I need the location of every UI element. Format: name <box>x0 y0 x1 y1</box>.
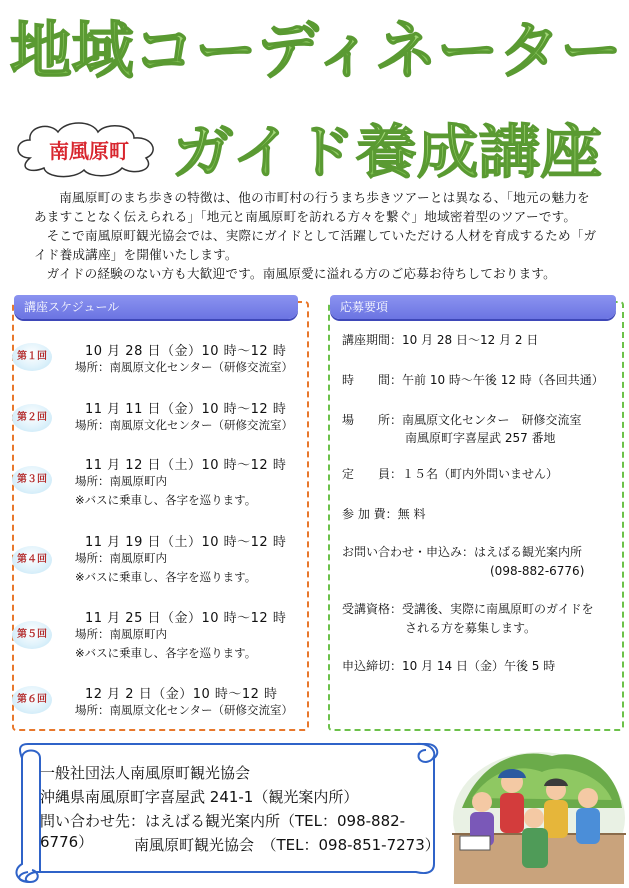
req-qualification-2: される方を募集します。 <box>405 621 537 635</box>
footer-contact-1: 問い合わせ先：はえばる観光案内所（TEL：098-882-6776） <box>40 812 406 851</box>
session-5-place: 場所：南風原町内 <box>75 627 167 641</box>
session-1-date: 10 月 28 日（金）10 時～12 時 <box>85 344 287 359</box>
session-5-note: ※バスに乗車し、各字を巡ります。 <box>75 646 257 660</box>
contact-scroll <box>6 732 446 884</box>
req-contact: お問い合わせ・申込み：はえばる観光案内所 <box>342 545 583 559</box>
footer-organization: 一般社団法人南風原町観光協会 <box>40 764 251 782</box>
intro-paragraph-2: そこで南風原町観光協会では、実際にガイドとして活躍していただける人材を育成するため「ガイド養成講座」を開催いたします。 <box>34 228 597 262</box>
session-2-place: 場所：南風原文化センター（研修交流室） <box>75 418 294 432</box>
session-6-badge: 第６回 <box>12 686 52 714</box>
tour-group-illustration <box>452 738 626 884</box>
requirements-heading: 応募要項 <box>330 295 616 319</box>
session-5-badge: 第５回 <box>12 621 52 649</box>
session-6-date: 12 月 2 日（金）10 時～12 時 <box>85 687 278 702</box>
session-3-badge: 第３回 <box>12 466 52 494</box>
session-1-place: 場所：南風原文化センター（研修交流室） <box>75 360 294 374</box>
session-4-note: ※バスに乗車し、各字を巡ります。 <box>75 570 257 584</box>
subtitle-text: ガイド養成講座 <box>172 118 602 186</box>
req-qualification: 受講資格：受講後、実際に南風原町のガイドを <box>342 602 594 616</box>
req-deadline: 申込締切：10 月 14 日（金）午後 5 時 <box>342 659 556 673</box>
session-2-date: 11 月 11 日（金）10 時～12 時 <box>85 402 287 417</box>
req-capacity: 定 員：１５名（町内外問いません） <box>342 467 559 481</box>
req-contact-phone: (098-882-6776) <box>490 564 585 578</box>
intro-paragraph-3: ガイドの経験のない方も大歓迎です。南風原愛に溢れる方のご応募お待ちしております。 <box>46 266 556 281</box>
session-3-place: 場所：南風原町内 <box>75 474 167 488</box>
req-place-address: 南風原町字喜屋武 257 番地 <box>405 431 556 445</box>
footer-contact-2: 南風原町観光協会 （TEL：098-851-7273） <box>134 836 440 854</box>
session-3-date: 11 月 12 日（土）10 時～12 時 <box>85 458 287 473</box>
intro-paragraph-1: 南風原町のまち歩きの特徴は、他の市町村の行うまち歩きツアーとは異なる、「地元の魅力をあますことなく伝えられる」「地元と南風原町を訪れる方々を繋ぐ」地域密着型のツアーです。 <box>34 190 590 224</box>
req-time: 時 間：午前 10 時～午後 12 時（各回共通） <box>342 373 604 387</box>
req-period: 講座期間：10 月 28 日～12 月 2 日 <box>342 333 539 347</box>
session-4-date: 11 月 19 日（土）10 時～12 時 <box>85 535 287 550</box>
req-fee: 参 加 費：無 料 <box>342 507 426 521</box>
session-3-note: ※バスに乗車し、各字を巡ります。 <box>75 493 257 507</box>
session-4-place: 場所：南風原町内 <box>75 551 167 565</box>
session-6-place: 場所：南風原文化センター（研修交流室） <box>75 703 294 717</box>
session-4-badge: 第４回 <box>12 546 52 574</box>
town-name-text: 南風原町 <box>49 139 129 163</box>
session-1-badge: 第１回 <box>12 343 52 371</box>
session-2-badge: 第２回 <box>12 404 52 432</box>
main-title-text: 地域コーディネーター <box>10 14 622 86</box>
footer-address: 沖縄県南風原町字喜屋武 241-1（観光案内所） <box>40 788 359 806</box>
session-5-date: 11 月 25 日（金）10 時～12 時 <box>85 611 287 626</box>
schedule-heading: 講座スケジュール <box>14 295 298 319</box>
req-place: 場 所：南風原文化センター 研修交流室 <box>342 413 582 427</box>
